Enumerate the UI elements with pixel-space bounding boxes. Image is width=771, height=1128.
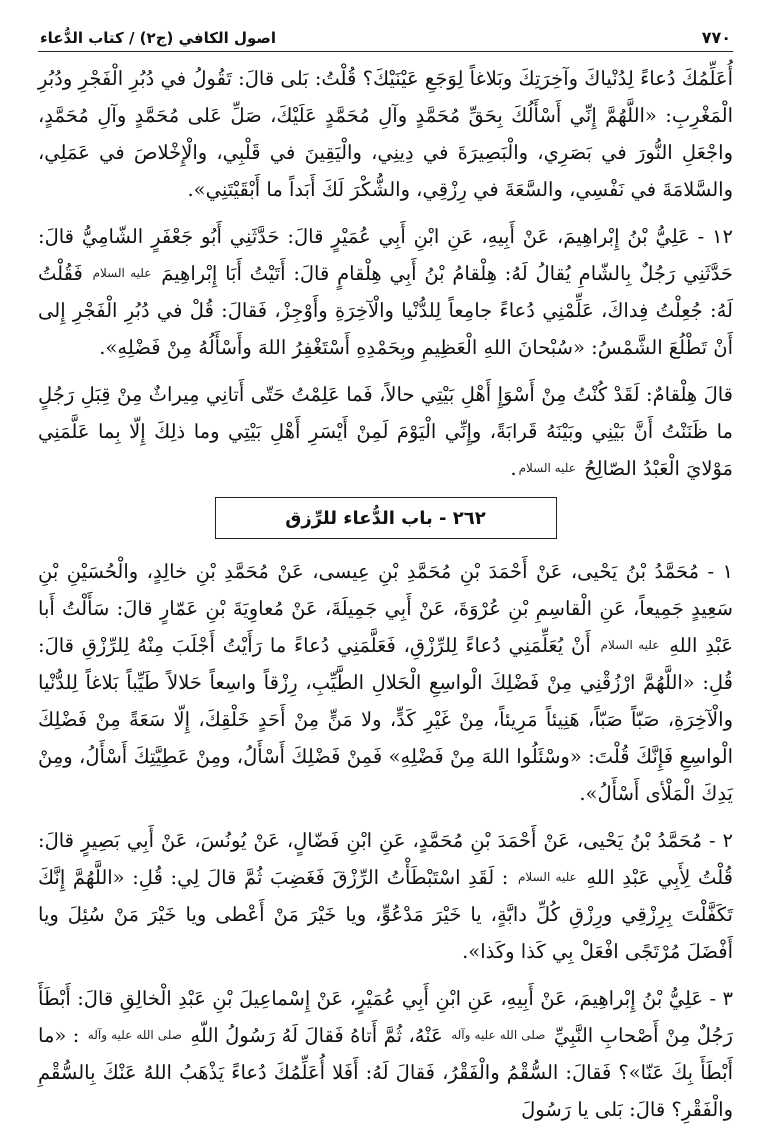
paragraph-text: : لَقَدِ اسْتَبْطَأْتُ الرِّزْقَ فَغَضِبَ ثُمَّ قالَ لِي: قُلِ: «اللَّهُمَّ إِنَّكَ تَكَفَّلْتَ بِرِزْقِي ورِزْقِ كُلِّ دابَّةٍ، يا خَيْرَ مَدْعُوٍّ، ويا خَيْرَ مَنْ أَعْطى ويا خَيْرَ مَنْ سُئِلَ ويا أَفْضَلَ مُرْتَجًى افْعَلْ بِي كَذا وكَذا». bbox=[38, 866, 733, 963]
page-header bbox=[38, 18, 733, 52]
page-body bbox=[38, 60, 733, 1128]
paragraph-text: ٣ - عَلِيُّ بْنُ إِبْراهِيمَ، عَنْ أَبِيهِ، عَنِ ابْنِ أَبِي عُمَيْرٍ، عَنْ إِسْماعِيلَ بْنِ عَبْدِ الْخالِقِ قالَ: أَبْطَأَ رَجُلٌ مِنْ أَصْحابِ النَّبِيِّ bbox=[38, 987, 733, 1047]
honorific-prophet: صلى الله عليه وآله bbox=[451, 1028, 546, 1042]
hadith-12-narration: قالَ هِلْقامٌ: لَقَدْ كُنْتُ مِنْ أَسْوَإِ أَهْلِ بَيْتِي حالاً، فَما عَلِمْتُ حَتّى أَتانِي مِيراثٌ مِنْ قِبَلِ رَجُلٍ ما ظَنَنْتُ أَنَّ بَيْنِي وبَيْنَهُ قَرابَةً، وإِنِّي الْيَوْمَ لَمِنْ أَيْسَرِ أَهْلِ بَيْتِي وما ذلِكَ إِلّا بِما عَلَّمَنِي مَوْلايَ الْعَبْدُ الصّالِحُ عليه السلام. bbox=[38, 383, 733, 480]
chapter-heading: ٢٦٢ - باب الدُّعاء للرِّزق bbox=[215, 497, 557, 539]
paragraph-text: قالَ هِلْقامٌ: لَقَدْ كُنْتُ مِنْ أَسْوَإِ أَهْلِ بَيْتِي حالاً، فَما عَلِمْتُ حَتّى أَتانِي مِيراثٌ مِنْ قِبَلِ رَجُلٍ ما ظَنَنْتُ أَنَّ بَيْنِي وبَيْنَهُ قَرابَةً، وإِنِّي الْيَوْمَ لَمِنْ أَيْسَرِ أَهْلِ بَيْتِي وما ذلِكَ إِلّا بِما عَلَّمَنِي مَوْلايَ الْعَبْدُ الصّالِحُ bbox=[38, 383, 733, 480]
running-title: اصول الكافي (ج٢) / كتاب الدُّعاء bbox=[40, 29, 276, 47]
paragraph-text: ١٢ - عَلِيُّ بْنُ إِبْراهِيمَ، عَنْ أَبِيهِ، عَنِ ابْنِ أَبِي عُمَيْرٍ قالَ: حَدَّثَنِي أَبُو جَعْفَرٍ الشّامِيُّ قالَ: حَدَّثَنِي رَجُلٌ بِالشّامِ يُقالُ لَهُ: هِلْقامُ بْنُ أَبِي هِلْقامٍ قالَ: أَتَيْتُ أَبَا إِبْراهِيمَ bbox=[38, 225, 733, 285]
paragraph-continuation bbox=[38, 60, 733, 208]
paragraph-text: فَقُلْتُ لَهُ: جُعِلْتُ فِداكَ، عَلِّمْنِي دُعاءً جامِعاً لِلدُّنْيا والْآخِرَةِ وأَوْجِزْ، فَقالَ: قُلْ في دُبُرِ الْفَجْرِ إِلى أَنْ تَطْلُعَ الشَّمْسُ: «سُبْحانَ اللهِ الْعَظِيمِ وبِحَمْدِهِ أَسْتَغْفِرُ اللهَ وأَسْأَلُهُ مِنْ فَضْلِهِ». bbox=[38, 262, 733, 359]
hadith-3 bbox=[38, 980, 733, 1128]
hadith-12 bbox=[38, 218, 733, 366]
hadith-1 bbox=[38, 553, 733, 812]
paragraph-text: أُعَلِّمُكَ دُعاءً لِدُنْياكَ وآخِرَتِكَ وبَلاغاً لِوَجَعِ عَيْنَيْكَ؟ قُلْتُ: بَلى قالَ: تَقُولُ في دُبُرِ الْفَجْرِ ودُبُرِ الْمَغْرِبِ: «اللَّهُمَّ إِنِّي أَسْأَلُكَ بِحَقِّ مُحَمَّدٍ وآلِ مُحَمَّدٍ عَلَيْكَ، صَلِّ عَلى مُحَمَّدٍ وآلِ مُحَمَّدٍ، واجْعَلِ النُّورَ في بَصَرِي، والْبَصِيرَةَ في دِينِي، والْيَقِينَ في قَلْبِي، والْإِخْلاصَ في عَمَلِي، والسَّلامَةَ في نَفْسِي، والسَّعَةَ في رِزْقِي، والشُّكْرَ لَكَ أَبَداً ما أَبْقَيْتَنِي». bbox=[38, 67, 733, 201]
paragraph-text: ٢ - مُحَمَّدُ بْنُ يَحْيى، عَنْ أَحْمَدَ بْنِ مُحَمَّدٍ، عَنِ ابْنِ فَضّالٍ، عَنْ يُونُسَ، عَنْ أَبِي بَصِيرٍ قالَ: قُلْتُ لِأَبِي عَبْدِ اللهِ bbox=[38, 829, 733, 889]
paragraph-text: عَنْهُ، ثُمَّ أَتاهُ فَقالَ لَهُ رَسُولُ اللّهِ bbox=[190, 1024, 443, 1047]
hadith-2 bbox=[38, 822, 733, 970]
honorific-imam: عليه السلام bbox=[518, 870, 577, 884]
paragraph-text: أَنْ يُعَلِّمَنِي دُعاءً لِلرِّزْقِ، فَعَلَّمَنِي دُعاءً ما رَأَيْتُ أَجْلَبَ مِنْهُ لِلرِّزْقِ قالَ: قُلِ: «اللَّهُمَّ ارْزُقْنِي مِنْ فَضْلِكَ الْواسِعِ الْحَلالِ الطَّيِّبِ، رِزْقاً واسِعاً حَلالاً طَيِّباً بَلاغاً لِلدُّنْيا والْآخِرَةِ، صَبّاً صَبّاً، هَنِيئاً مَرِيئاً، مِنْ غَيْرِ كَدٍّ، ولا مَنٍّ مِنْ أَحَدٍ خَلْقِكَ، إِلّا سَعَةً مِنْ فَضْلِكَ الْواسِعِ فَإِنَّكَ قُلْتَ: «وسْئَلُوا اللهَ مِنْ فَضْلِهِ» فَمِنْ فَضْلِكَ أَسْأَلُ، ومِنْ عَطِيَّتِكَ أَسْأَلُ، ومِنْ يَدِكَ الْمَلْأى أَسْأَلُ». bbox=[38, 634, 733, 805]
honorific-imam: عليه السلام bbox=[92, 266, 152, 280]
honorific-imam: عليه السلام bbox=[600, 638, 660, 652]
paragraph-text: : «ما أَبْطَأَ بِكَ عَنّا»؟ فَقالَ: السُّقْمُ والْفَقْرُ، فَقالَ لَهُ: أَفَلا أُعَلِّمُكَ دُعاءً يَذْهَبُ اللهُ عَنْكَ بِالسُّقْمِ والْفَقْرِ؟ قالَ: بَلى يا رَسُولَ bbox=[38, 1024, 733, 1121]
paragraph-text: ١ - مُحَمَّدُ بْنُ يَحْيى، عَنْ أَحْمَدَ بْنِ مُحَمَّدِ بْنِ عِيسى، عَنْ مُحَمَّدِ بْنِ خالِدٍ، والْحُسَيْنِ بْنِ سَعِيدٍ جَمِيعاً، عَنِ الْقاسِمِ بْنِ عُرْوَةَ، عَنْ أَبِي جَمِيلَةَ، عَنْ مُعاوِيَةَ بْنِ عَمّارٍ قالَ: سَأَلْتُ أَبا عَبْدِ اللهِ bbox=[38, 560, 734, 657]
chapter-heading-row bbox=[38, 497, 733, 539]
honorific-prophet: صلى الله عليه وآله bbox=[87, 1028, 182, 1042]
page-number: ٧٧٠ bbox=[701, 28, 731, 47]
honorific-imam: عليه السلام bbox=[518, 461, 576, 475]
